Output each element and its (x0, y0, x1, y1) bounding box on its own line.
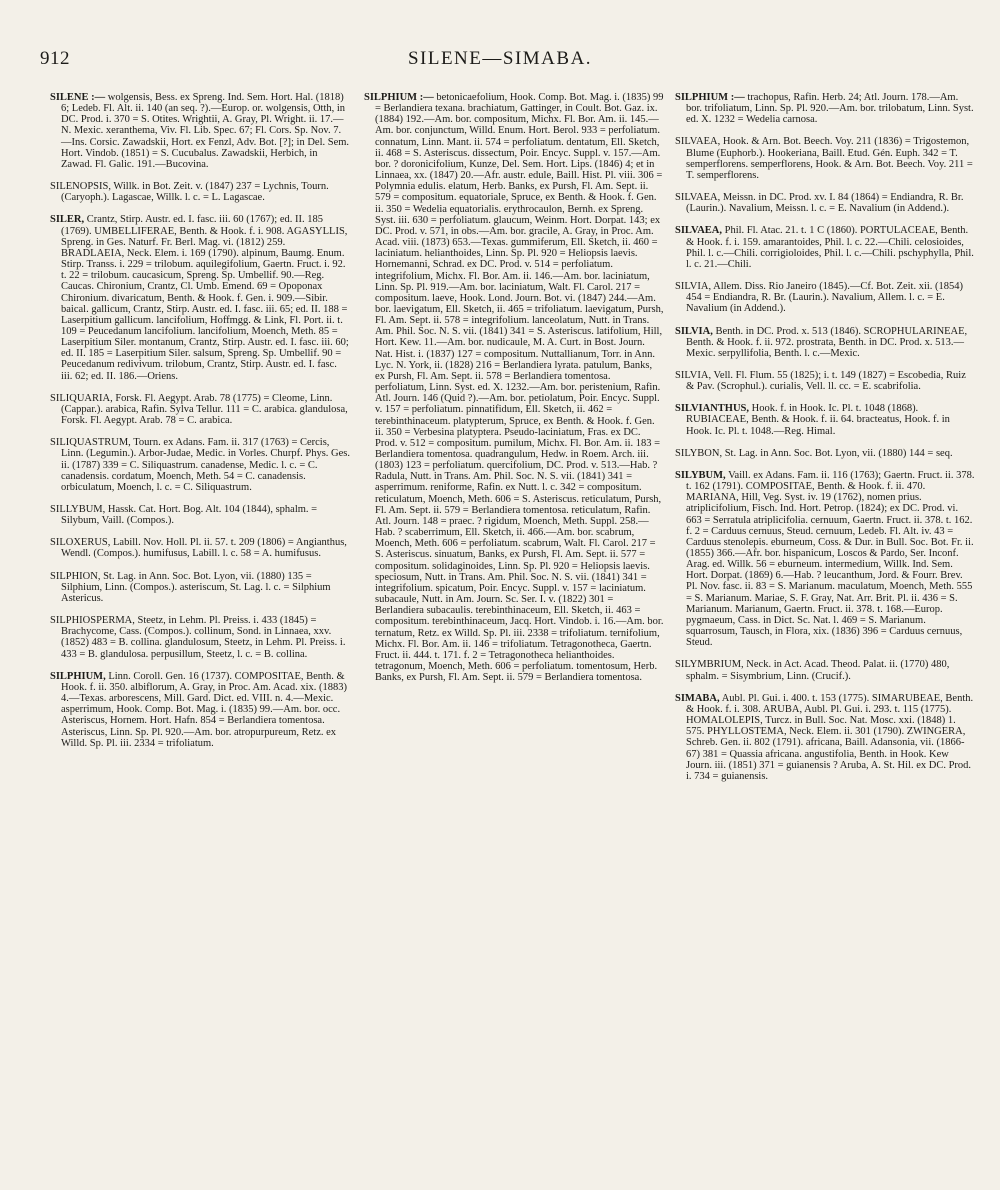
entry-text: SILPHION, St. Lag. in Ann. Soc. Bot. Lyon, vii. (1880) 135 = Silphium, Linn. (Compos.). asteriscum, St. Lag. l. c. = Silphium Astericus. (50, 570, 331, 604)
entry-heading: SILYBUM, (675, 469, 726, 481)
entry-text: betonicaefolium, Hook. Comp. Bot. Mag. i. (1835) 99 = Berlandiera texana. brachiatum, Gattinger, in Coult. Bot. Gaz. ix. (1884) 192.—Am. bor. compositum, Michx. Fl. Bor. Am. ii. 145.—Am. bor. conjunctum, Willd. Enum. Hort. Berol. 933 = perfoliatum. connatum, Linn. Mant. ii. 574 = perfoliatum. dentatum, Ell. Sketch, ii. 468 = S. Asteriscus. dissectum, Poir. Encyc. Suppl. v. 157.—Am. bor. ? doronicifolium, Kunze, Del. Sem. Hort. Lips. (1846) 4; et in Linnaea, xx. (1847) 20.—Afr. austr. edule, Baill. Hist. Pl. viii. 306 = Polymnia edulis. elatum, Herb. Banks, ex Pursh, Fl. Am. Sept. ii. 579 = compositum. equatoriale, Spruce, ex Benth. & Hook. f. Gen. ii. 350 = Wedelia equatorialis. erythrocaulon, Bernh. ex Spreng. Syst. iii. 630 = perfoliatum. glaucum, Weinm. Hort. Dorpat. 143; ex DC. Prod. v. 571, in obs.—Am. bor. gracile, A. Gray, in Proc. Am. Acad. viii. (1873) 653.—Texas. gummiferum, Ell. Sketch, ii. 460 = laciniatum. helianthoides, Linn. Sp. Pl. 920 = Heliopsis laevis. Hornemanni, Schrad. ex DC. Prod. v. 514 = perfoliatum. integrifolium, Michx. Fl. Bor. Am. ii. 146.—Am. bor. laciniatum, Linn. Sp. Pl. 919.—Am. bor. laciniatum, Walt. Fl. Carol. 217 = compositum. laeve, Hook. Lond. Journ. Bot. vi. (1847) 244.—Am. bor. laevigatum, Ell. Sketch, ii. 465 = trifoliatum. laevigatum, Pursh, Fl. Am. Sept. ii. 578 = integrifolium. lanceolatum, Nutt. in Trans. Am. Phil. Soc. N. S. vii. (1841) 341 = S. Asteriscus. latifolium, Hill, Hort. Kew. 11.—Am. bor. nudicaule, M. A. Curt. in Bost. Journ. Nat. Hist. i. (1837) 127 = compositum. Nuttallianum, Torr. in Ann. Lyc. N. York, ii. (1828) 216 = Berlandiera lyrata. patulum, Banks, ex Pursh, Fl. Am. Sept. ii. 578 = Berlandiera tomentosa. perfoliatum, Linn. Syst. ed. X. 1232.—Am. bor. peristenium, Rafin. Atl. Journ. 146 (Quid ?).—Am. bor. petiolatum, Poir. Encyc. Suppl. v. 157 = perfoliatum. pinnatifidum, Ell. Sketch, ii. 462 = terebinthinaceum. platypterum, Spruce, ex Benth. & Hook. f. Gen. ii. 350 = Verbesina platyptera. Pseudo-laciniatum, Fras. ex DC. Prod. v. 512 = compositum. pumilum, Michx. Fl. Bor. Am. ii. 183 = Berlandiera tomentosa. quadrangulum, Hedw. in Roem. Arch. iii. (1803) 123 = perfoliatum. quercifolium, DC. Prod. v. 513.—Hab. ? Radula, Nutt. in Trans. Am. Phil. Soc. N. S. vii. (1841) 341 = asperrimum. reniforme, Rafin. ex Nutt. l. c. 342 = compositum. reticulatum, Moench, Meth. 606 = S. Asteriscus. reticulatum, Pursh, Fl. Am. Sept. ii. 579 = Berlandiera tomentosa. reticulatum, Rafin. Atl. Journ. 148 = praec. ? rigidum, Moench, Meth. Suppl. 258.—Hab. ? scaberrimum, Ell. Sketch, ii. 466.—Am. bor. scabrum, Moench, Meth. 606 = perfoliatum. scabrum, Walt. Fl. Carol. 217 = S. Asteriscus. sinuatum, Banks, ex Pursh, Fl. Am. Sept. ii. 577 = compositum. solidaginoides, Linn. Sp. Pl. 920 = Heliopsis laevis. speciosum, Nutt. in Trans. Am. Phil. Soc. N. S. vii. (1841) 341 = integrifolium. spicatum, Poir. Encyc. Suppl. v. 157 = laciniatum. subacaule, Nutt. in Am. Journ. Sc. Ser. I. v. (1822) 301 = Berlandiera subacaulis. terebinthinaceum, Ell. Sketch, ii. 463 = compositum. terebinthinaceum, Jacq. Hort. Vindob. i. 16.—Am. bor. ternatum, Retz. ex Willd. Sp. Pl. iii. 2338 = trifoliatum. ternifolium, Michx. Fl. Bor. Am. ii. 146 = trifoliatum. Tetragonotheca, Gaertn. Fruct. ii. 444. t. 171. f. 2 = Tetragonotheca helianthoides. tetragonum, Moench, Meth. 606 = perfoliatum. tomentosum, Herb. Banks, ex Pursh, Fl. Am. Sept. ii. 579 = Berlandiera tomentosa. (375, 92, 664, 684)
entry-heading: SILVIA, (675, 325, 713, 337)
dictionary-entry (675, 659, 975, 681)
entry-text: trachopus, Rafin. Herb. 24; Atl. Journ. 178.—Am. bor. trifoliatum, Linn. Sp. Pl. 920.—Am. bor. trilobatum, Linn. Syst. ed. X. 1232 = Wedelia carnosa. (686, 92, 974, 126)
dictionary-entry (675, 281, 975, 314)
dictionary-entry (50, 537, 350, 559)
dictionary-entry (675, 192, 975, 214)
entry-text: SILYMBRIUM, Neck. in Act. Acad. Theod. Palat. ii. (1770) 480, sphalm. = Sisymbrium, Linn. (Crucif.). (675, 659, 950, 682)
dictionary-entry (675, 326, 975, 359)
entry-heading: SILVAEA, (675, 225, 722, 237)
entry-text: SILIQUASTRUM, Tourn. ex Adans. Fam. ii. 317 (1763) = Cercis, Linn. (Legumin.). Arbor-Judae, Medic. in Vorles. Churpf. Phys. Ges. ii. (1787) 339 = C. Siliquastrum. canadense, Medic. l. c. = C. canadensis. cordatum, Moench, Meth. 54 = C. canadensis. orbiculatum, Moench, l. c. = C. Siliquastrum. (50, 437, 350, 493)
column-3 (675, 92, 975, 793)
dictionary-entry (675, 448, 975, 459)
entry-heading: SILVIANTHUS, (675, 403, 750, 415)
entry-heading: SILER, (50, 214, 85, 226)
entry-text: Aubl. Pl. Gui. i. 400. t. 153 (1775). SIMARUBEAE, Benth. & Hook. f. i. 308. ARUBA, Aubl. Pl. Gui. i. 293. t. 115 (1775). HOMALOLEPIS, Turcz. in Bull. Soc. Nat. Mosc. xxi. (1848) 1. 575. PHYLLOSTEMA, Neck. Elem. ii. 301 (1790). ZWINGERA, Schreb. Gen. ii. 802 (1791). africana, Baill. Adansonia, vii. (1866-67) 381 = Quassia africana. angustifolia, Benth. in Hook. Kew Journ. iii. (1851) 371 = guianensis ? Aruba, A. St. Hil. ex DC. Prod. i. 734 = guianensis. (686, 692, 974, 782)
dictionary-entry (50, 92, 350, 170)
entry-text: SILYBON, St. Lag. in Ann. Soc. Bot. Lyon, vii. (1880) 144 = seq. (675, 447, 953, 459)
dictionary-entry (50, 615, 350, 660)
dictionary-entry (50, 671, 350, 749)
column-1 (50, 92, 350, 760)
page-header (0, 42, 1000, 72)
dictionary-entry (675, 470, 975, 649)
entry-text: SILOXERUS, Labill. Nov. Holl. Pl. ii. 57. t. 209 (1806) = Angianthus, Wendl. (Compos.). humifusus, Labill. l. c. 58 = A. humifusus. (50, 537, 347, 560)
entry-text: SILIQUARIA, Forsk. Fl. Aegypt. Arab. 78 (1775) = Cleome, Linn. (Cappar.). arabica, Rafin. Sylva Tellur. 111 = C. arabica. glandulosa, Forsk. Fl. Aegypt. Arab. 78 = C. arabica. (50, 392, 348, 427)
entry-heading: SILPHIUM :— (675, 92, 745, 103)
entry-text: SILLYBUM, Hassk. Cat. Hort. Bog. Alt. 104 (1844), sphalm. = Silybum, Vaill. (Compos.). (50, 504, 318, 527)
entry-text: SILVAEA, Hook. & Arn. Bot. Beech. Voy. 211 (1836) = Trigostemon, Blume (Euphorb.). Hookeriana, Baill. Etud. Gén. Euph. 342 = T. semperflorens. semperflorens, Hook. & Arn. Bot. Beech. Voy. 211 = T. semperflorens. (675, 136, 973, 181)
entry-text: Benth. in DC. Prod. x. 513 (1846). SCROPHULARINEAE, Benth. & Hook. f. ii. 972. prostrata, Benth. in DC. Prod. x. 513.—Mexic. serpyllifolia, Benth. l. c.—Mexic. (686, 325, 968, 359)
entry-text: Vaill. ex Adans. Fam. ii. 116 (1763); Gaertn. Fruct. ii. 378. t. 162 (1791). COMPOSITAE, Benth. & Hook. f. ii. 470. MARIANA, Hill, Veg. Syst. iv. 19 (1762), nomen prius. atriplicifolium, Fisch. Ind. Hort. Petrop. (1824); ex DC. Prod. vi. 663 = Serratula atriplicifolia. cernuum, Gaertn. Fruct. ii. 378. t. 162. f. 2 = Carduus cernuus, Steud. cernuum, Ledeb. Fl. Alt. iv. 43 = Carduus stenolepis. eburneum, Coss. & Dur. in Bull. Soc. Bot. Fr. ii. (1855) 366.—Afr. bor. hispanicum, Loscos & Pardo, Ser. Inconf. Arag. ed. Willk. 56 = eburneum. intermedium, Willk. Ind. Sem. Hort. Dorpat. (1869) 6.—Hab. ? leucanthum, Jord. & Fourr. Brev. Pl. Nov. fasc. ii. 83 = S. Marianum. maculatum, Moench, Meth. 555 = S. Marianum. Mariae, S. F. Gray, Nat. Arr. Brit. Pl. ii. 436 = S. Marianum. Marianum, Gaertn. Fruct. ii. 378. t. 168.—Europ. pygmaeum, Cass. in Dict. Sc. Nat. l. 469 = S. Marianum. squarrosum, Tausch, in Flora, xix. (1836) 396 = Carduus cernuus, Steud. (686, 469, 975, 649)
dictionary-entry (675, 370, 975, 392)
entry-text: SILVIA, Allem. Diss. Rio Janeiro (1845).—Cf. Bot. Zeit. xii. (1854) 454 = Endiandra, R. Br. (Laurin.). Navalium, Allem. l. c. = E. Navalium (in Addend.). (675, 281, 964, 315)
entry-text: wolgensis, Bess. ex Spreng. Ind. Sem. Hort. Hal. (1818) 6; Ledeb. Fl. Alt. ii. 140 (an seq. ?).—Europ. or. wolgensis, Otth, in DC. Prod. i. 370 = S. Otites. Wrightii, A. Gray, Pl. Wright. ii. 17.—N. Mexic. xeranthema, Viv. Fl. Lib. Spec. 67; Fl. Cors. Sp. Nov. 7.—Ins. Corsic. Zawadskii, Hort. ex Fenzl, Adv. Bot. [?]; in Del. Sem. Hort. Vindob. (1851) = S. Cucubalus. Zawadskii, Herbich, in Zawad. Fl. Galic. 191.—Bucovina. (61, 92, 350, 170)
entry-text: SILVAEA, Meissn. in DC. Prod. xv. I. 84 (1864) = Endiandra, R. Br. (Laurin.). Navalium, Meissn. l. c. = E. Navalium (in Addend.). (675, 192, 964, 215)
dictionary-entry (364, 92, 664, 683)
running-head: SILENE—SIMABA. (407, 48, 593, 69)
dictionary-entry (50, 181, 350, 203)
dictionary-entry (675, 693, 975, 782)
entry-heading: SILENE :— (50, 92, 106, 103)
entry-heading: SILPHIUM :— (364, 92, 434, 103)
entry-text: SILENOPSIS, Willk. in Bot. Zeit. v. (1847) 237 = Lychnis, Tourn. (Caryoph.). Lagascae, Willk. l. c. = L. Lagascae. (50, 181, 329, 204)
dictionary-entry (50, 437, 350, 493)
dictionary-entry (50, 504, 350, 526)
dictionary-entry (50, 571, 350, 604)
dictionary-entry (675, 403, 975, 436)
dictionary-entry (50, 214, 350, 381)
entry-text: SILPHIOSPERMA, Steetz, in Lehm. Pl. Preiss. i. 433 (1845) = Brachycome, Cass. (Compos.). collinum, Sond. in Linnaea, xxv. (1852) 483 = B. collina. glandulosum, Steetz, in Lehm. Pl. Preiss. i. 433 = B. glandulosa. perpusillum, Steetz, l. c. = B. collina. (50, 615, 346, 660)
column-2 (364, 92, 664, 694)
entry-heading: SILPHIUM, (50, 670, 106, 682)
entry-text: Hook. f. in Hook. Ic. Pl. t. 1048 (1868). RUBIACEAE, Benth. & Hook. f. ii. 64. bracteatus, Hook. f. in Hook. Ic. Pl. t. 1048.—Reg. Himal. (686, 403, 950, 437)
page-number: 912 (40, 48, 70, 69)
entry-text: Linn. Coroll. Gen. 16 (1737). COMPOSITAE, Benth. & Hook. f. ii. 350. albiflorum, A. Gray, in Proc. Am. Acad. xix. (1883) 4.—Texas. arborescens, Mill. Gard. Dict. ed. VIII. n. 4.—Mexic. asperrimum, Hook. Comp. Bot. Mag. i. (1835) 99.—Am. bor. occ. Asteriscus, Hornem. Hort. Hafn. 854 = Berlandiera tomentosa. Asteriscus, Linn. Sp. Pl. 920.—Am. bor. atropurpureum, Retz. ex Willd. Sp. Pl. iii. 2334 = trifoliatum. (61, 670, 347, 749)
dictionary-entry (675, 225, 975, 270)
dictionary-entry (50, 393, 350, 426)
dictionary-entry (675, 136, 975, 181)
entry-text: Crantz, Stirp. Austr. ed. I. fasc. iii. 60 (1767); ed. II. 185 (1769). UMBELLIFERAE, Benth. & Hook. f. i. 908. AGASYLLIS, Spreng. in Ges. Naturf. Fr. Berl. Mag. vi. (1812) 259. BRADLAEIA, Neck. Elem. i. 169 (1790). alpinum, Baumg. Enum. Stirp. Transs. i. 229 = trilobum. aquilegifolium, Gaertn. Fruct. i. 92. t. 22 = trilobum. caucasicum, Spreng. Sp. Umbellif. 90.—Reg. Caucas. Chironium, Crantz, Cl. Umb. Emend. 69 = Opoponax Chironium. divaricatum, Benth. & Hook. f. Gen. i. 909.—Sibir. baical. gallicum, Crantz, Stirp. Austr. ed. I. fasc. iii. 65; ed. II. 188 = Laserpitium gallicum. lancifolium, Hoffmgg. & Link, Fl. Port. ii. t. 109 = Peucedanum lancifolium. lancifolium, Moench, Meth. 85 = Laserpitium Siler. montanum, Crantz, Stirp. Austr. ed. I. fasc. iii. 60; ed. II. 185 = Laserpitium Siler. salsum, Spreng. Sp. Umbellif. 90 = Peucedanum redivivum. trilobum, Crantz, Stirp. Austr. ed. I. fasc. iii. 62; ed. II. 186.—Oriens. (61, 214, 349, 382)
entry-text: SILVIA, Vell. Fl. Flum. 55 (1825); i. t. 149 (1827) = Escobedia, Ruiz & Pav. (Scrophul.). curialis, Vell. ll. cc. = E. scabrifolia. (675, 369, 966, 393)
entry-heading: SIMABA, (675, 692, 720, 704)
dictionary-entry (675, 92, 975, 125)
entry-text: Phil. Fl. Atac. 21. t. 1 C (1860). PORTULACEAE, Benth. & Hook. f. i. 159. amarantoides, Phil. l. c. 22.—Chili. celosioides, Phil. l. c.—Chili. corrigioloides, Phil. l. c.—Chili. pschyphylla, Phil. l. c. 21.—Chili. (686, 225, 974, 270)
